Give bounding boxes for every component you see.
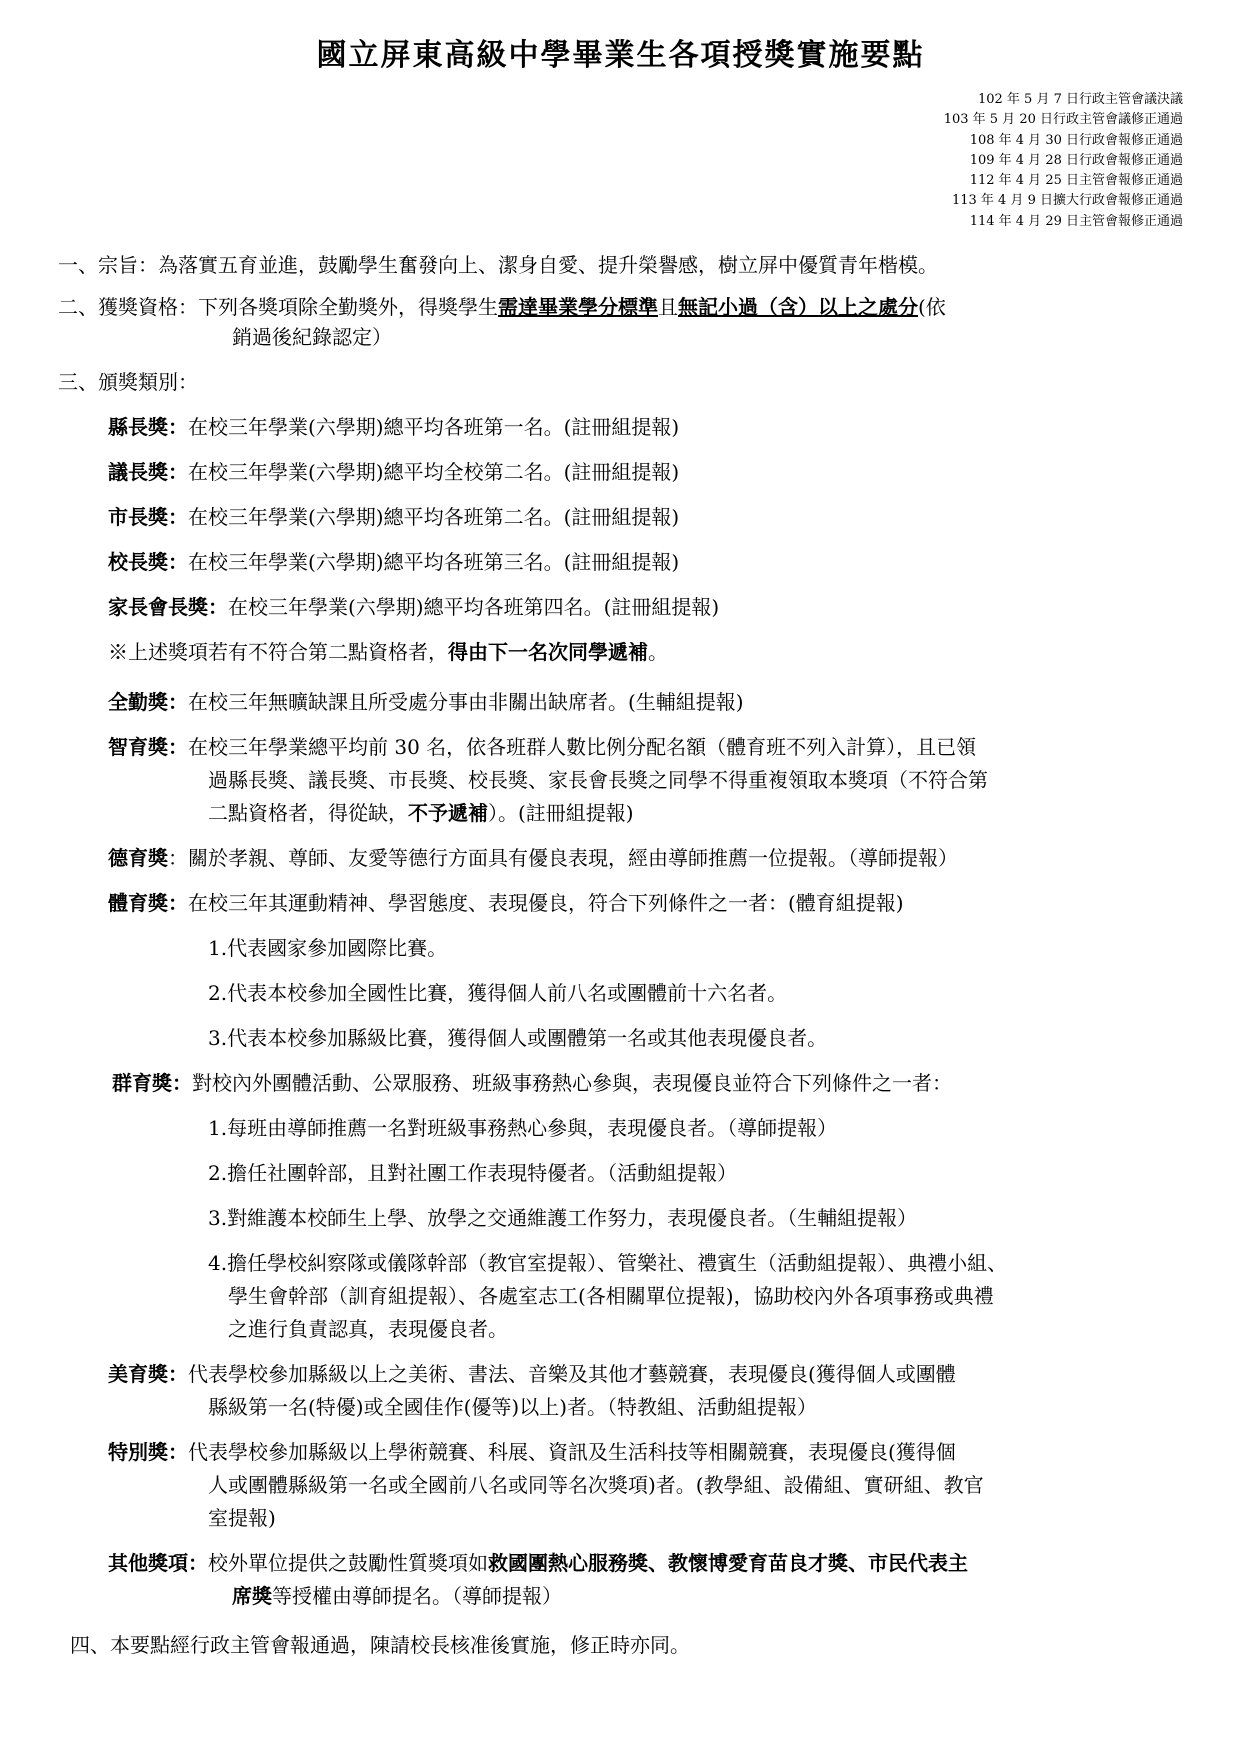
award-arts-line2: 縣級第一名(特優)或全國佳作(優等)以上)者。（特教組、活動組提報） [208,1395,818,1419]
award-academic [108,732,976,762]
award-desc: 等授權由導師提名。（導師提報） [272,1584,562,1608]
award-academic-line2: 過縣長獎、議長獎、市長獎、校長獎、家長會長獎之同學不得重複領取本獎項（不符合第 [208,768,988,792]
note-end: 。 [648,640,668,664]
group-condition-4-line3: 之進行負責認真，表現優良者。 [228,1317,508,1341]
award-name: 德育獎 [108,846,168,870]
eligibility-credit-requirement: 需達畢業學分標準 [498,295,658,319]
award-desc: ）。(註冊組提報) [488,801,634,825]
revision-history [944,90,1183,232]
award-desc: 二點資格者，得從缺， [208,801,408,825]
revision-line: 112 年 4 月 25 日主管會報修正通過 [969,173,1183,189]
award-principal [108,547,679,577]
revision-line: 108 年 4 月 30 日行政會報修正通過 [969,132,1183,148]
award-special [108,1437,956,1467]
award-desc: 在校三年學業(六學期)總平均各班第四名。(註冊組提報) [228,595,720,619]
award-desc: 在校三年學業(六學期)總平均全校第二名。(註冊組提報) [188,460,680,484]
award-parent-association [108,592,719,622]
section-implementation: 四、本要點經行政主管會報通過，陳請校長核准後實施，修正時亦同。 [70,1633,690,1657]
note-text: ※上述獎項若有不符合第二點資格者， [108,640,448,664]
award-desc: 在校三年無曠缺課且所受處分事由非關出缺席者。(生輔組提報) [188,690,744,714]
group-condition-4: 4.擔任學校糾察隊或儀隊幹部（教官室提報）、管樂社、禮賓生（活動組提報）、典禮小組、 [208,1251,1008,1275]
award-special-line3: 室提報) [208,1506,276,1530]
award-mayor [108,502,679,532]
award-name: 體育獎： [108,891,188,915]
note-emphasis: 得由下一名次同學遞補 [448,640,648,664]
eligibility-paren: (依 [918,295,946,319]
award-name: 群育獎： [112,1071,192,1095]
group-condition-2: 2.擔任社團幹部，且對社團工作表現特優者。（活動組提報） [208,1161,738,1185]
award-examples: 救國團熱心服務獎、教懷博愛育苗良才獎、市民代表主 [488,1551,968,1575]
award-desc: 代表學校參加縣級以上學術競賽、科展、資訊及生活科技等相關競賽，表現優良(獲得個 [188,1440,956,1464]
award-special-line2: 人或團體縣級第一名或全國前八名或同等名次獎項)者。(教學組、設備組、實研組、教官 [208,1473,984,1497]
substitution-note [108,637,668,667]
group-condition-1: 1.每班由導師推薦一名對班級事務熱心參與，表現優良者。（導師提報） [208,1116,838,1140]
award-desc: ：關於孝親、尊師、友愛等德行方面具有優良表現，經由導師推薦一位提報。（導師提報） [168,846,958,870]
award-name: 全勤獎： [108,690,188,714]
section-eligibility [58,292,946,322]
award-name: 市長獎： [108,505,188,529]
eligibility-continuation: 銷過後紀錄認定） [232,325,392,349]
award-academic-line3 [208,798,634,828]
award-examples: 席獎 [232,1584,272,1608]
award-desc: 在校三年其運動精神、學習態度、表現優良，符合下列條件之一者：(體育組提報) [188,891,904,915]
award-name: 縣長獎： [108,415,188,439]
eligibility-text: 二、獲獎資格：下列各獎項除全勤獎外，得獎學生 [58,295,498,319]
award-name: 美育獎： [108,1362,188,1386]
award-emphasis: 不予遞補 [408,801,488,825]
physical-condition-3: 3.代表本校參加縣級比賽，獲得個人或團體第一名或其他表現優良者。 [208,1026,828,1050]
physical-condition-1: 1.代表國家參加國際比賽。 [208,936,448,960]
award-council-speaker [108,457,679,487]
revision-line: 113 年 4 月 9 日擴大行政會報修正通過 [951,193,1183,209]
award-moral [108,843,958,873]
award-physical [108,888,904,918]
award-arts [108,1359,956,1389]
physical-condition-2: 2.代表本校參加全國性比賽，獲得個人前八名或團體前十六名者。 [208,981,788,1005]
award-desc: 對校內外團體活動、公眾服務、班級事務熱心參與，表現優良並符合下列條件之一者： [192,1071,952,1095]
eligibility-connector: 且 [658,295,678,319]
award-name: 議長獎： [108,460,188,484]
award-desc: 在校三年學業(六學期)總平均各班第三名。(註冊組提報) [188,550,680,574]
award-name: 特別獎： [108,1440,188,1464]
award-desc: 在校三年學業(六學期)總平均各班第二名。(註冊組提報) [188,505,680,529]
award-group [112,1068,952,1098]
group-condition-3: 3.對維護本校師生上學、放學之交通維護工作努力，表現優良者。（生輔組提報） [208,1206,918,1230]
group-condition-4-line2: 學生會幹部（訓育組提報）、各處室志工(各相關單位提報)，協助校內外各項事務或典禮 [228,1284,994,1308]
document-title: 國立屏東高級中學畢業生各項授獎實施要點 [316,38,925,73]
award-desc: 校外單位提供之鼓勵性質獎項如 [208,1551,488,1575]
revision-line: 103 年 5 月 20 日行政主管會議修正通過 [943,112,1183,128]
award-other-line2 [232,1581,562,1611]
award-other [108,1548,968,1578]
section-award-types: 三、頒獎類別： [58,370,198,394]
section-purpose: 一、宗旨：為落實五育並進，鼓勵學生奮發向上、潔身自愛、提升榮譽感，樹立屏中優質青年楷模。 [58,253,938,277]
award-perfect-attendance [108,687,744,717]
eligibility-no-demerit: 無記小過（含）以上之處分 [678,295,918,319]
revision-line: 109 年 4 月 28 日行政會報修正通過 [969,152,1183,168]
award-desc: 在校三年學業(六學期)總平均各班第一名。(註冊組提報) [188,415,680,439]
award-name: 校長獎： [108,550,188,574]
revision-line: 114 年 4 月 29 日主管會報修正通過 [969,213,1183,229]
award-desc: 在校三年學業總平均前 30 名，依各班群人數比例分配名額（體育班不列入計算），且已領 [188,735,977,759]
award-desc: 代表學校參加縣級以上之美術、書法、音樂及其他才藝競賽，表現優良(獲得個人或團體 [188,1362,956,1386]
award-name: 家長會長獎： [108,595,228,619]
revision-line: 102 年 5 月 7 日行政主管會議決議 [977,92,1183,107]
award-name: 其他獎項： [108,1551,208,1575]
award-county-magistrate [108,412,679,442]
award-name: 智育獎： [108,735,188,759]
